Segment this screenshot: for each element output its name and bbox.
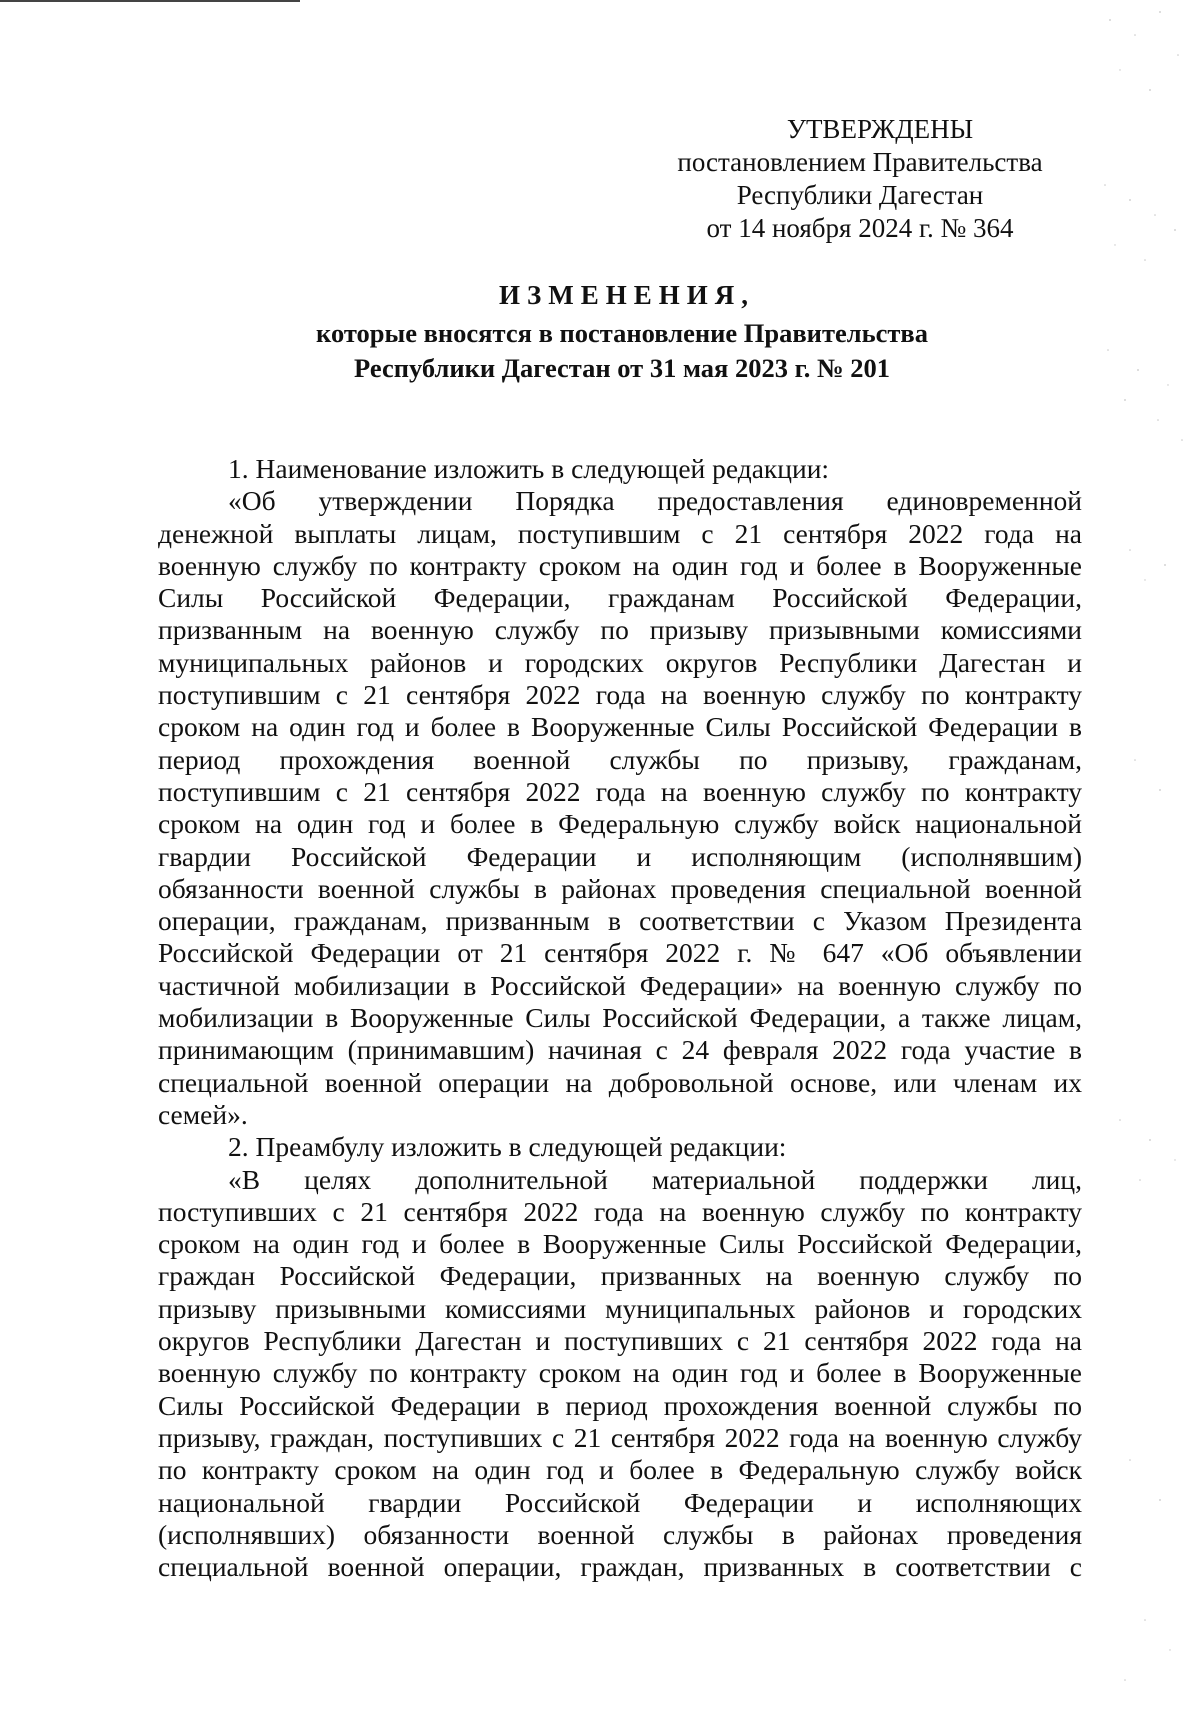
title-sub-2: Республики Дагестан от 31 мая 2023 г. № 201 [354, 353, 890, 383]
body-line: частичной мобилизации в Российской Федерации» на военную службу по [158, 969, 1082, 1001]
body-line: призыву призывными комиссиями муниципальных районов и городских [158, 1292, 1082, 1324]
body-line: сроком на один год и более в Вооруженные Силы Российской Федерации, [158, 1228, 1082, 1260]
approval-line-2: Республики Дагестан [736, 180, 984, 210]
body-line: поступившим с 21 сентября 2022 года на военную службу по контракту [158, 679, 1082, 711]
body-line: Силы Российской Федерации в период прохождения военной службы по [158, 1389, 1082, 1421]
scan-edge-line [0, 0, 300, 2]
approved-label: УТВЕРЖДЕНЫ [786, 114, 974, 144]
body-line: специальной военной операции на добровольной основе, или членам их [158, 1066, 1082, 1098]
body-line: поступившим с 21 сентября 2022 года на военную службу по контракту [158, 775, 1082, 807]
body-line: призыву, граждан, поступивших с 21 сентября 2022 года на военную службу [158, 1421, 1082, 1453]
body-line: Российской Федерации от 21 сентября 2022 г. № 647 «Об объявлении [158, 937, 1082, 969]
body-line: гвардии Российской Федерации и исполняющим (исполнявшим) [158, 840, 1082, 872]
approval-stamp [640, 113, 1080, 245]
body-line: обязанности военной службы в районах проведения специальной военной [158, 872, 1082, 904]
body-line: 2. Преамбулу изложить в следующей редакции: [228, 1131, 787, 1163]
scan-noise-margin [1090, 0, 1200, 1710]
body-line: муниципальных районов и городских округов Республики Дагестан и [158, 646, 1082, 678]
body-line: военную службу по контракту сроком на один год и более в Вооруженные [158, 549, 1082, 581]
document-body [158, 453, 1082, 1583]
body-line: 1. Наименование изложить в следующей редакции: [228, 453, 830, 484]
body-line: граждан Российской Федерации, призванных на военную службу по [158, 1260, 1082, 1292]
body-line: «Об утверждении Порядка предоставления единовременной [228, 485, 1082, 517]
approval-line-3: от 14 ноября 2024 г. № 364 [706, 213, 1014, 243]
body-line: Силы Российской Федерации, гражданам Российской Федерации, [158, 582, 1082, 614]
body-line: поступивших с 21 сентября 2022 года на военную службу по контракту [158, 1195, 1082, 1227]
body-line: (исполнявших) обязанности военной службы в районах проведения [158, 1518, 1082, 1550]
body-line: сроком на один год и более в Вооруженные Силы Российской Федерации в [158, 711, 1082, 743]
body-line: по контракту сроком на один год и более в Федеральную службу войск [158, 1454, 1082, 1486]
body-line: военную службу по контракту сроком на один год и более в Вооруженные [158, 1357, 1082, 1389]
title-main: ИЗМЕНЕНИЯ, [498, 280, 755, 310]
body-line: принимающим (принимавшим) начиная с 24 февраля 2022 года участие в [158, 1034, 1082, 1066]
body-line: операции, гражданам, призванным в соответствии с Указом Президента [158, 905, 1082, 937]
body-line: период прохождения военной службы по призыву, гражданам, [158, 743, 1082, 775]
body-line: округов Республики Дагестан и поступивших с 21 сентября 2022 года на [158, 1325, 1082, 1357]
body-line: сроком на один год и более в Федеральную службу войск национальной [158, 808, 1082, 840]
body-line: мобилизации в Вооруженные Силы Российской Федерации, а также лицам, [158, 1002, 1082, 1034]
body-line: специальной военной операции, граждан, призванных в соответствии с [158, 1551, 1082, 1583]
body-line: национальной гвардии Российской Федерации и исполняющих [158, 1486, 1082, 1518]
body-line: денежной выплаты лицам, поступившим с 21 сентября 2022 года на [158, 517, 1082, 549]
body-line: семей». [158, 1098, 248, 1130]
title-sub-1: которые вносятся в постановление Правительства [316, 318, 928, 348]
body-line: призванным на военную службу по призыву призывными комиссиями [158, 614, 1082, 646]
document-title [150, 278, 1094, 386]
approval-line-1: постановлением Правительства [677, 147, 1043, 177]
body-line: «В целях дополнительной материальной поддержки лиц, [228, 1163, 1082, 1195]
